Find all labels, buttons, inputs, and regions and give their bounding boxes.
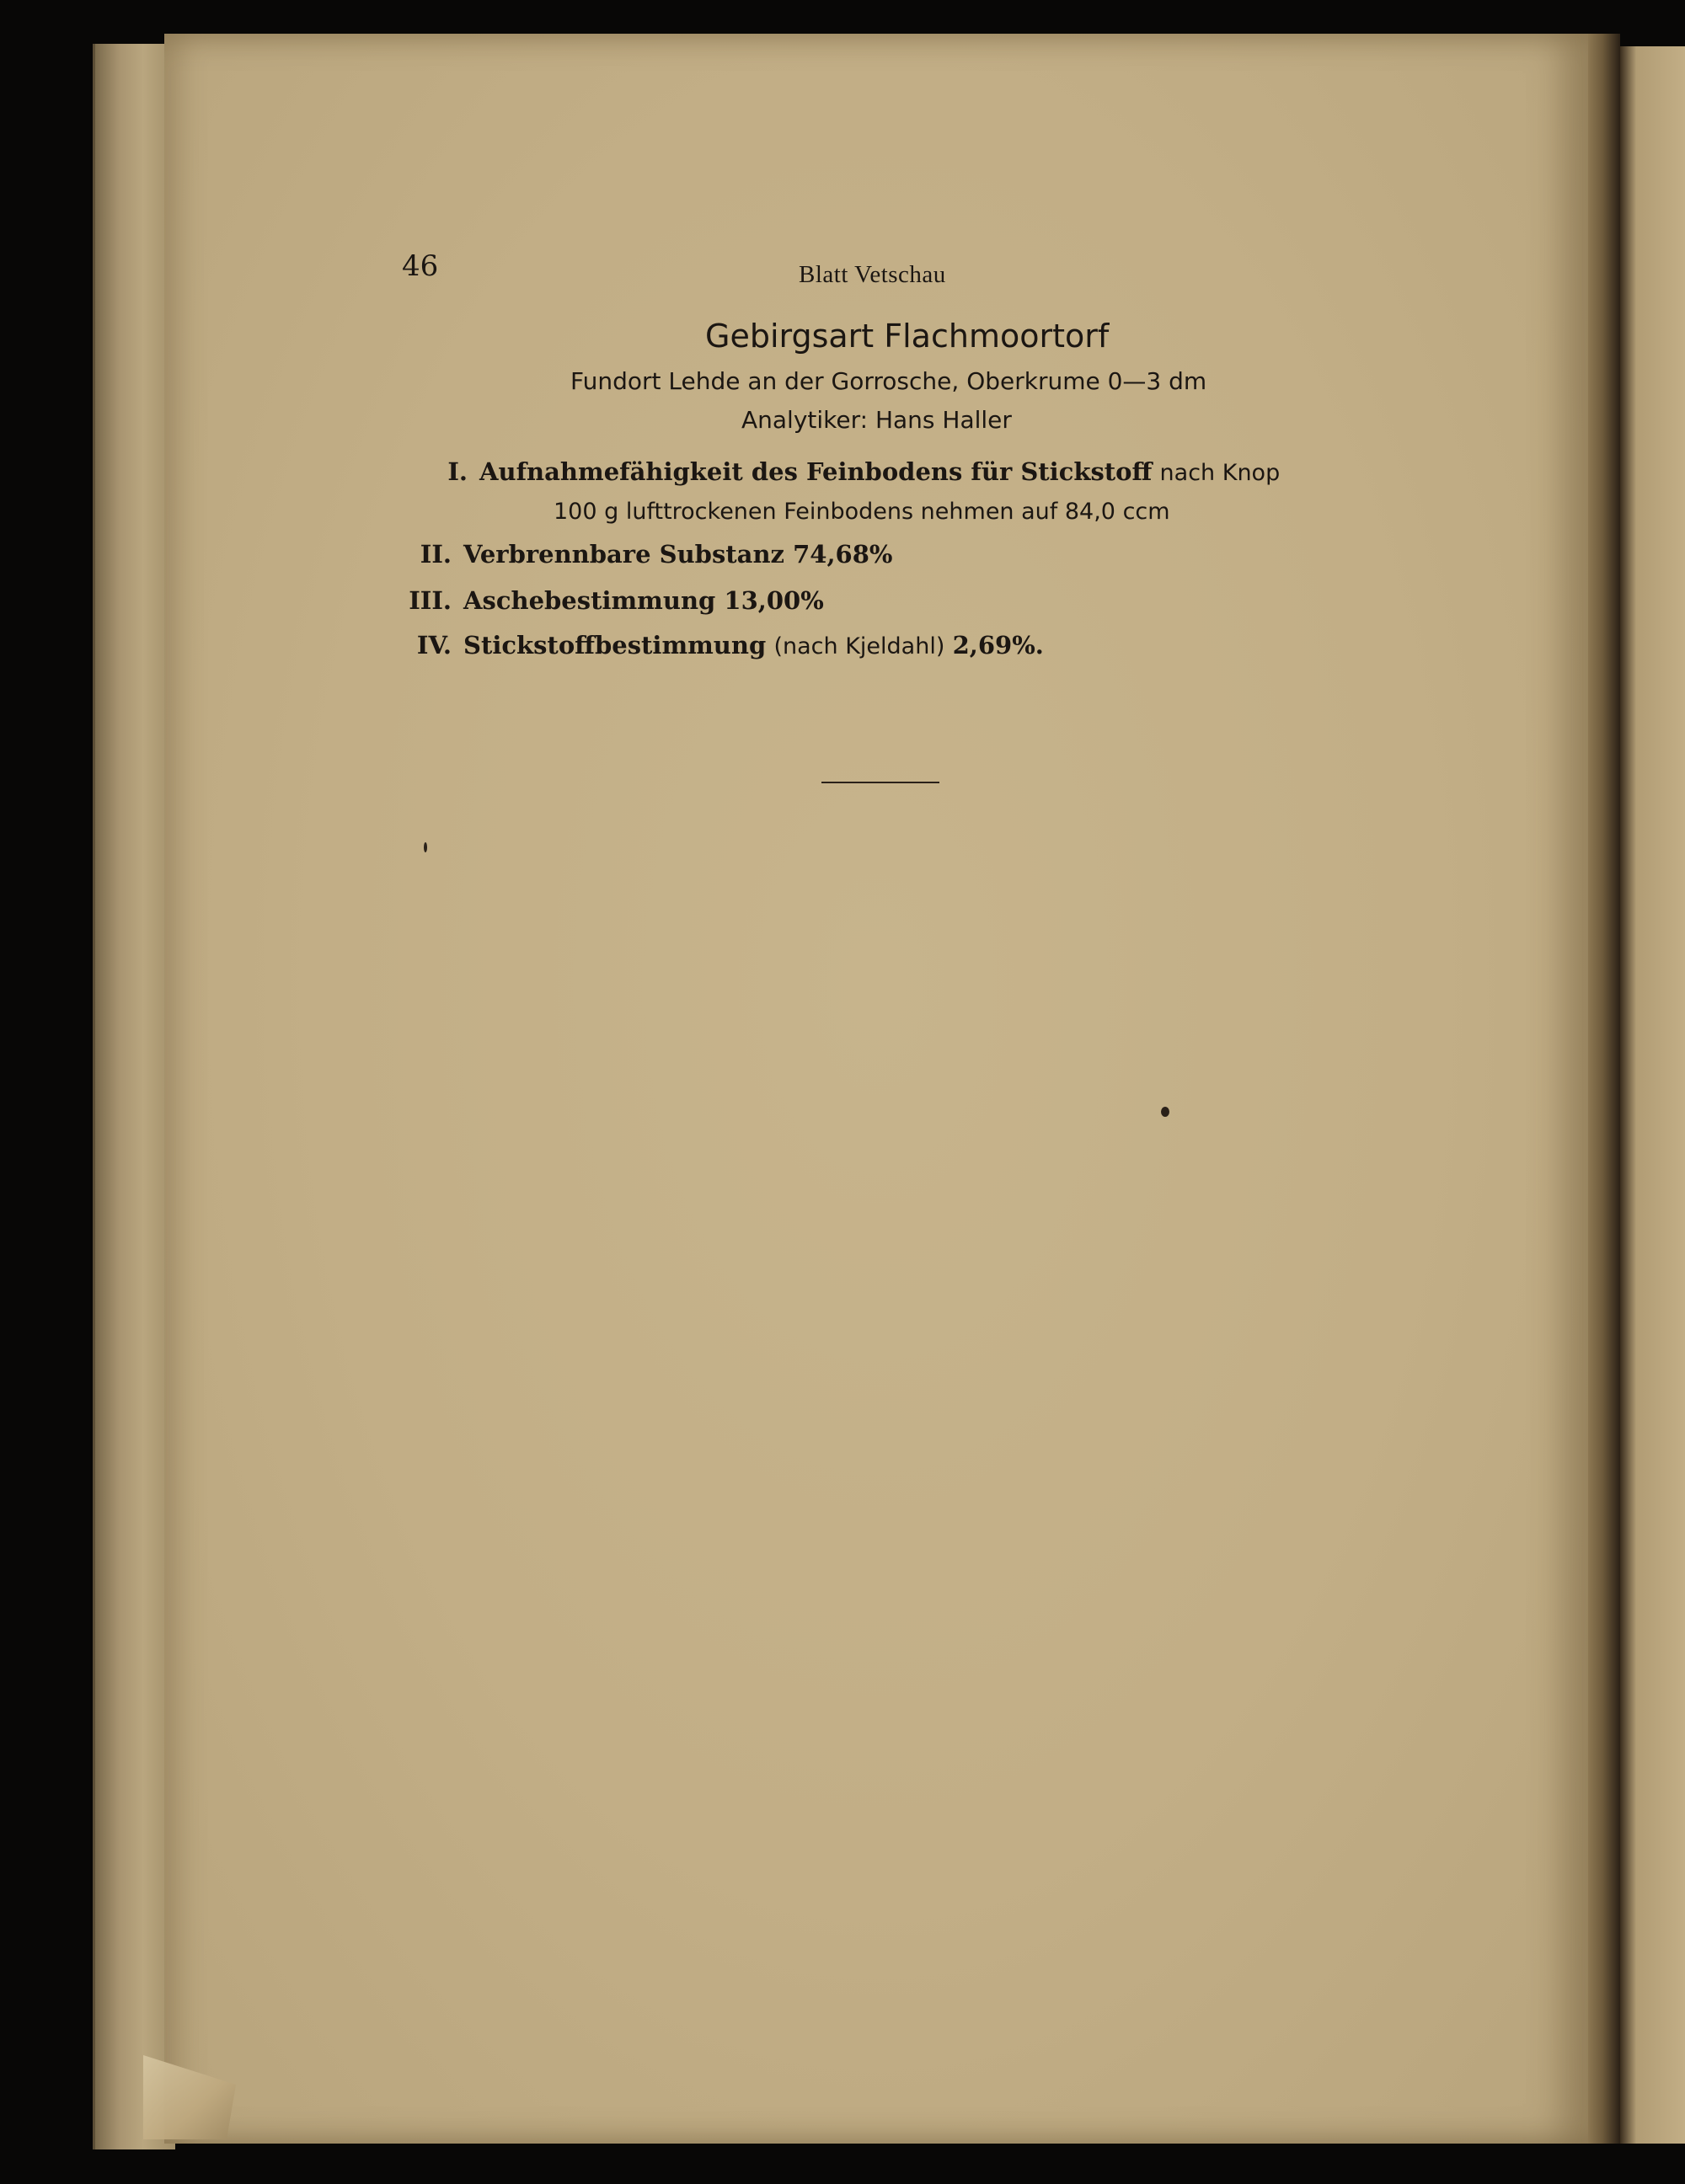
item-numeral: III.	[409, 586, 452, 615]
paper-speck	[424, 842, 427, 852]
item-label: Verbrennbare Substanz 74,68%	[463, 540, 893, 569]
page-edges	[93, 44, 175, 2149]
item-numeral: II.	[420, 540, 452, 569]
item-detail: 100 g lufttrockenen Feinbodens nehmen auf 84,0 ccm	[554, 499, 1170, 525]
section-divider	[821, 782, 939, 783]
list-item	[401, 586, 824, 615]
running-head: Blatt Vetschau	[799, 261, 946, 288]
analyst-line: Analytiker: Hans Haller	[741, 406, 1012, 434]
item-label: Aufnahmefähigkeit des Feinbodens für Stickstoff	[479, 457, 1153, 486]
paper-speck	[1161, 1107, 1169, 1117]
book-gutter	[1588, 34, 1620, 2144]
item-numeral: IV.	[416, 631, 452, 659]
page-number: 46	[402, 249, 439, 283]
item-suffix: nach Knop	[1159, 460, 1281, 486]
list-item	[401, 631, 1044, 659]
list-item	[417, 457, 1280, 486]
item-numeral: I.	[447, 457, 468, 486]
location-line: Fundort Lehde an der Gorrosche, Oberkrume 0—3 dm	[570, 367, 1207, 395]
item-label: Aschebestimmung 13,00%	[463, 586, 824, 615]
item-value: 2,69%.	[952, 631, 1044, 659]
section-title: Gebirgsart Flachmoortorf	[705, 318, 1110, 355]
item-suffix: (nach Kjeldahl)	[773, 633, 945, 659]
item-label: Stickstoffbestimmung	[463, 631, 767, 659]
list-item	[401, 540, 892, 569]
facing-page-edge	[1620, 46, 1685, 2144]
